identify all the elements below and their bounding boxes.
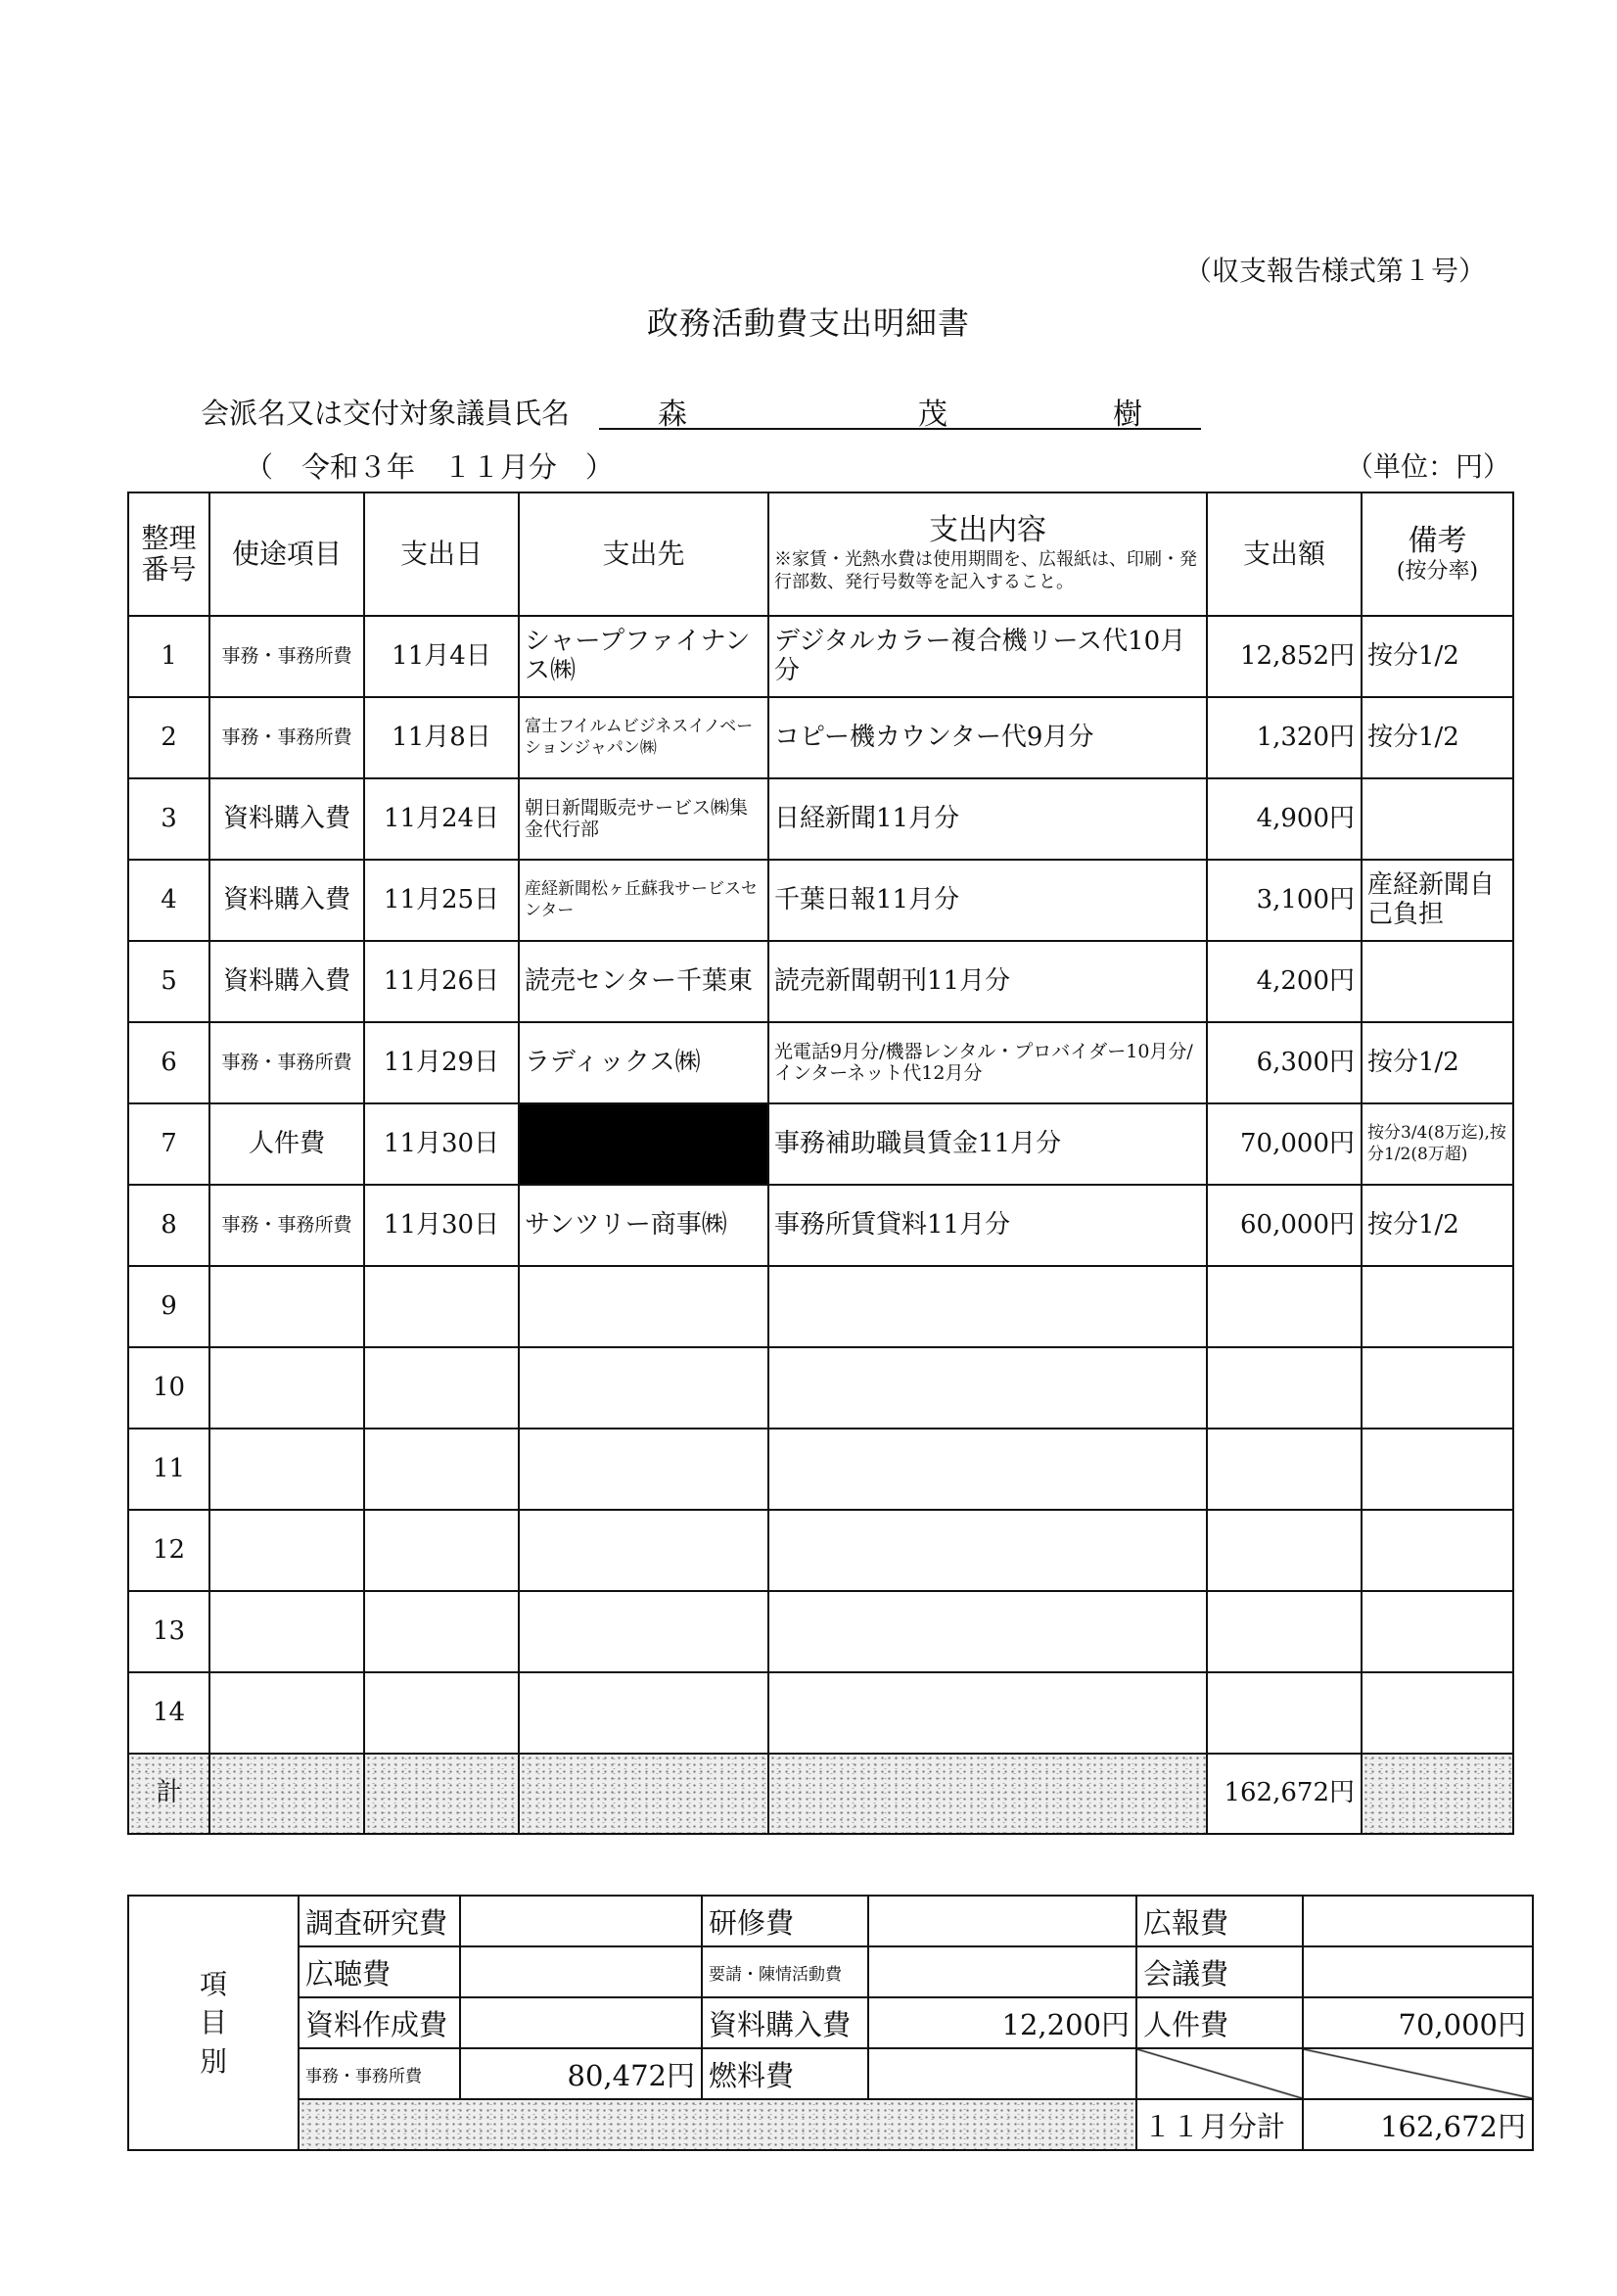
total-amount: 162,672円: [1207, 1754, 1362, 1834]
total-blank-cell: [209, 1754, 364, 1834]
row-number: 6: [128, 1022, 209, 1103]
summary-value: [460, 1896, 702, 1946]
row-date: 11月25日: [364, 860, 519, 941]
row-remarks: 按分3/4(8万迄),按分1/2(8万超): [1362, 1103, 1513, 1185]
row-category: 資料購入費: [209, 941, 364, 1022]
row-date: [364, 1510, 519, 1591]
row-amount: 3,100円: [1207, 860, 1362, 941]
table-row: [128, 941, 1513, 1022]
row-category: 資料購入費: [209, 860, 364, 941]
member-name-char: 茂: [918, 398, 947, 432]
row-category: [209, 1672, 364, 1754]
report-period: （ 令和３年 １１月分 ）: [245, 450, 615, 484]
diagonal-slash-cell: [1303, 2048, 1533, 2099]
row-payee: [519, 1510, 768, 1591]
header-category: 使途項目: [209, 492, 364, 616]
summary-row: [128, 1946, 1533, 1997]
row-date: 11月26日: [364, 941, 519, 1022]
row-number: 4: [128, 860, 209, 941]
row-remarks: 按分1/2: [1362, 697, 1513, 778]
row-date: [364, 1429, 519, 1510]
summary-label: 調査研究費: [299, 1896, 460, 1946]
row-payee: [519, 1429, 768, 1510]
row-amount: 70,000円: [1207, 1103, 1362, 1185]
row-number: 2: [128, 697, 209, 778]
row-category: 事務・事務所費: [209, 1185, 364, 1266]
summary-label: 事務・事務所費: [299, 2048, 460, 2099]
table-row: [128, 1347, 1513, 1429]
row-content: [768, 1510, 1207, 1591]
summary-label: 要請・陳情活動費: [702, 1946, 868, 1997]
row-payee: シャープファイナンス㈱: [519, 616, 768, 697]
row-number: 7: [128, 1103, 209, 1185]
row-date: [364, 1672, 519, 1754]
summary-blank-stipple: [299, 2099, 1136, 2150]
row-date: 11月4日: [364, 616, 519, 697]
summary-value: [868, 1896, 1136, 1946]
table-row: [128, 616, 1513, 697]
row-category: [209, 1347, 364, 1429]
table-row: [128, 1591, 1513, 1672]
header-remarks: [1362, 492, 1513, 616]
row-remarks: 産経新聞自己負担: [1362, 860, 1513, 941]
summary-label: 資料購入費: [702, 1997, 868, 2048]
expense-detail-table: [127, 492, 1514, 1835]
row-remarks: 按分1/2: [1362, 1185, 1513, 1266]
summary-value: 12,200円: [868, 1997, 1136, 2048]
row-content: コピー機カウンター代9月分: [768, 697, 1207, 778]
unit-label: （単位：円）: [1346, 450, 1511, 483]
member-label: 会派名又は交付対象議員氏名: [201, 397, 571, 430]
header-amount: 支出額: [1207, 492, 1362, 616]
summary-value: [868, 2048, 1136, 2099]
table-row: [128, 697, 1513, 778]
total-blank-cell: [768, 1754, 1207, 1834]
header-date: 支出日: [364, 492, 519, 616]
row-number: 14: [128, 1672, 209, 1754]
row-date: [364, 1591, 519, 1672]
member-name-char: 森: [658, 398, 687, 432]
summary-value: 80,472円: [460, 2048, 702, 2099]
row-number: 1: [128, 616, 209, 697]
row-content: [768, 1347, 1207, 1429]
row-date: [364, 1347, 519, 1429]
table-row: [128, 1672, 1513, 1754]
row-number: 12: [128, 1510, 209, 1591]
summary-value: [460, 1946, 702, 1997]
row-category: 事務・事務所費: [209, 1022, 364, 1103]
summary-total-row: [128, 2099, 1533, 2150]
summary-value: 70,000円: [1303, 1997, 1533, 2048]
row-category: [209, 1429, 364, 1510]
table-header-row: [128, 492, 1513, 616]
row-payee: [519, 1347, 768, 1429]
row-category: [209, 1510, 364, 1591]
header-no: 整理番号: [128, 492, 209, 616]
header-remarks-sub: (按分率): [1396, 558, 1479, 584]
header-content: [768, 492, 1207, 616]
row-content: [768, 1591, 1207, 1672]
table-body: [128, 616, 1513, 1754]
table-row: [128, 1429, 1513, 1510]
row-amount: [1207, 1591, 1362, 1672]
header-content-note: ※家賃・光熱水費は使用期間を、広報紙は、印刷・発行部数、発行号数等を記入すること。: [774, 548, 1197, 593]
category-summary-table: [127, 1895, 1534, 2151]
diagonal-slash-cell: [1136, 2048, 1303, 2099]
row-date: 11月30日: [364, 1185, 519, 1266]
row-payee: 朝日新聞販売サービス㈱集金代行部: [519, 778, 768, 860]
row-remarks: [1362, 1510, 1513, 1591]
row-date: 11月24日: [364, 778, 519, 860]
table-row: [128, 1510, 1513, 1591]
document-title: 政務活動費支出明細書: [646, 305, 970, 342]
row-amount: 1,320円: [1207, 697, 1362, 778]
row-date: [364, 1266, 519, 1347]
row-payee: [519, 1672, 768, 1754]
row-category: 事務・事務所費: [209, 616, 364, 697]
row-number: 3: [128, 778, 209, 860]
row-payee: 産経新聞松ヶ丘蘇我サービスセンター: [519, 860, 768, 941]
row-remarks: [1362, 1347, 1513, 1429]
total-label: 計: [128, 1754, 209, 1834]
row-number: 8: [128, 1185, 209, 1266]
row-category: [209, 1266, 364, 1347]
row-content: [768, 1672, 1207, 1754]
summary-side-label: [128, 1896, 299, 2150]
summary-side-text: 項目別: [199, 1968, 227, 2078]
summary-value: [868, 1946, 1136, 1997]
header-payee: 支出先: [519, 492, 768, 616]
row-remarks: 按分1/2: [1362, 1022, 1513, 1103]
row-number: 13: [128, 1591, 209, 1672]
row-amount: 60,000円: [1207, 1185, 1362, 1266]
row-amount: [1207, 1672, 1362, 1754]
summary-label: 燃料費: [702, 2048, 868, 2099]
row-amount: [1207, 1429, 1362, 1510]
row-remarks: [1362, 778, 1513, 860]
member-name-char: 樹: [1113, 398, 1142, 432]
row-amount: 4,900円: [1207, 778, 1362, 860]
row-amount: 6,300円: [1207, 1022, 1362, 1103]
row-content: 事務所賃貸料11月分: [768, 1185, 1207, 1266]
row-content: 事務補助職員賃金11月分: [768, 1103, 1207, 1185]
table-row: [128, 860, 1513, 941]
row-remarks: [1362, 941, 1513, 1022]
row-payee: [519, 1266, 768, 1347]
row-amount: [1207, 1347, 1362, 1429]
total-blank-cell: [519, 1754, 768, 1834]
form-code: （収支報告様式第１号）: [1184, 255, 1487, 287]
summary-label: 広報費: [1136, 1896, 1303, 1946]
redacted-block: [519, 1103, 768, 1185]
row-category: [209, 1591, 364, 1672]
summary-row: [128, 1896, 1533, 1946]
row-remarks: 按分1/2: [1362, 616, 1513, 697]
summary-label: 広聴費: [299, 1946, 460, 1997]
month-total-label: １１月分計: [1136, 2099, 1303, 2150]
row-content: 日経新聞11月分: [768, 778, 1207, 860]
row-amount: 12,852円: [1207, 616, 1362, 697]
row-content: [768, 1266, 1207, 1347]
row-payee: ラディックス㈱: [519, 1022, 768, 1103]
row-amount: [1207, 1266, 1362, 1347]
summary-label: 人件費: [1136, 1997, 1303, 2048]
row-date: 11月30日: [364, 1103, 519, 1185]
summary-label: 会議費: [1136, 1946, 1303, 1997]
month-total-value: 162,672円: [1303, 2099, 1533, 2150]
total-row: [128, 1754, 1513, 1834]
summary-value: [460, 1997, 702, 2048]
row-date: 11月8日: [364, 697, 519, 778]
summary-label: 資料作成費: [299, 1997, 460, 2048]
row-remarks: [1362, 1591, 1513, 1672]
row-category: 資料購入費: [209, 778, 364, 860]
row-remarks: [1362, 1266, 1513, 1347]
row-payee: サンツリー商事㈱: [519, 1185, 768, 1266]
row-amount: 4,200円: [1207, 941, 1362, 1022]
row-content: [768, 1429, 1207, 1510]
total-blank-cell: [364, 1754, 519, 1834]
row-remarks: [1362, 1429, 1513, 1510]
row-payee: 富士フイルムビジネスイノベーションジャパン㈱: [519, 697, 768, 778]
table-row: [128, 1266, 1513, 1347]
row-remarks: [1362, 1672, 1513, 1754]
summary-value: [1303, 1896, 1533, 1946]
row-content: デジタルカラー複合機リース代10月分: [768, 616, 1207, 697]
row-date: 11月29日: [364, 1022, 519, 1103]
summary-row: [128, 1997, 1533, 2048]
row-number: 11: [128, 1429, 209, 1510]
table-row: [128, 1185, 1513, 1266]
row-number: 10: [128, 1347, 209, 1429]
summary-label: 研修費: [702, 1896, 868, 1946]
summary-row: [128, 2048, 1533, 2099]
row-payee: [519, 1591, 768, 1672]
table-row: [128, 1022, 1513, 1103]
table-row: [128, 1103, 1513, 1185]
summary-value: [1303, 1946, 1533, 1997]
row-category: 事務・事務所費: [209, 697, 364, 778]
row-amount: [1207, 1510, 1362, 1591]
total-blank-cell: [1362, 1754, 1513, 1834]
table-row: [128, 778, 1513, 860]
row-category: 人件費: [209, 1103, 364, 1185]
header-remarks-title: 備考: [1408, 524, 1467, 559]
row-number: 5: [128, 941, 209, 1022]
header-content-title: 支出内容: [929, 513, 1046, 548]
name-underline: [599, 428, 1201, 430]
row-content: 光電話9月分/機器レンタル・プロバイダー10月分/インターネット代12月分: [768, 1022, 1207, 1103]
row-content: 読売新聞朝刊11月分: [768, 941, 1207, 1022]
row-number: 9: [128, 1266, 209, 1347]
row-payee: 読売センター千葉東: [519, 941, 768, 1022]
row-content: 千葉日報11月分: [768, 860, 1207, 941]
